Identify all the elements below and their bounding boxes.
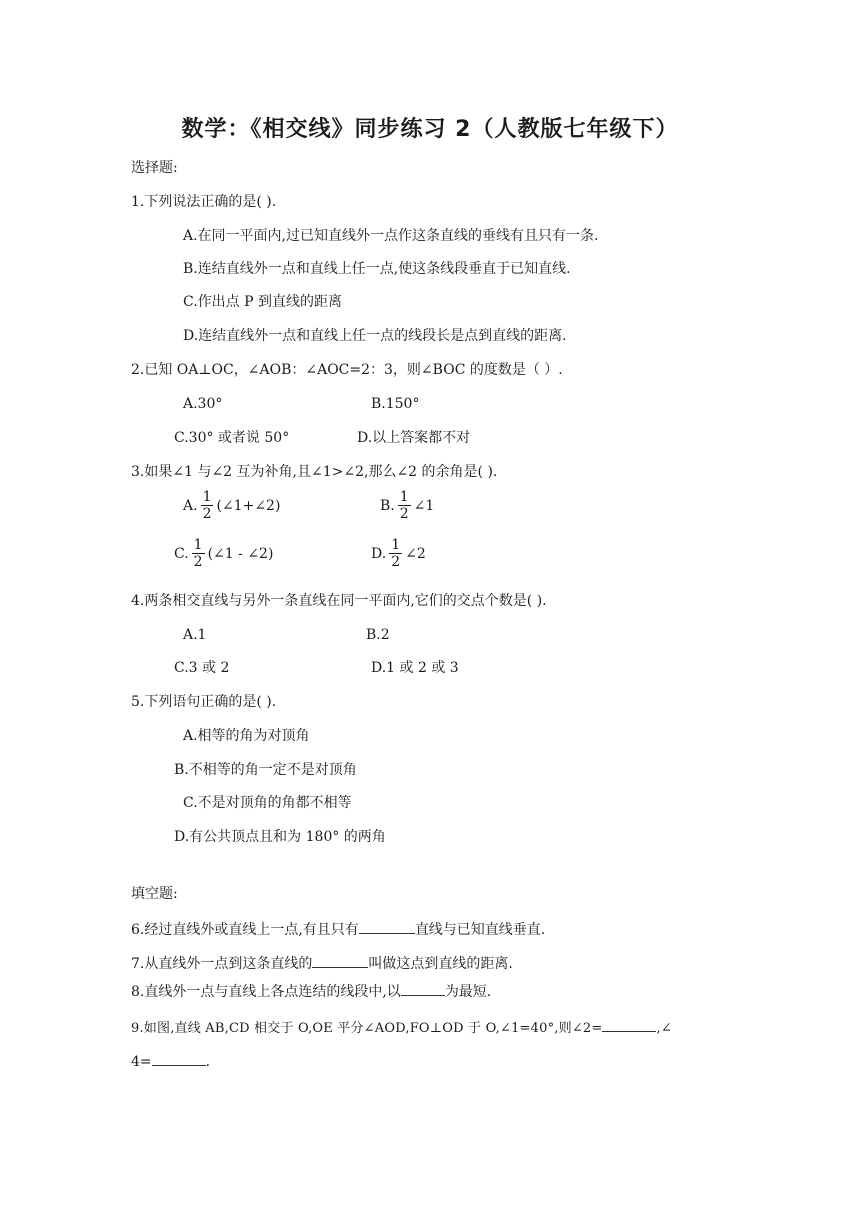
page-title: 数学：《相交线》同步练习 2（人教版七年级下） <box>181 117 679 142</box>
q1-option-b: B.连结直线外一点和直线上任一点,使这条线段垂直于已知直线. <box>183 261 571 277</box>
q3-d-fraction <box>389 537 402 570</box>
q7-text-after: 叫做这点到直线的距离. <box>368 956 513 972</box>
section-choice: 选择题: <box>131 160 178 176</box>
q5-option-c: C.不是对顶角的角都不相等 <box>183 795 352 811</box>
q3-a-fraction <box>201 489 214 522</box>
q8-answer-blank[interactable] <box>401 981 445 996</box>
q7-text-before: 7.从直线外一点到这条直线的 <box>131 956 313 972</box>
q3-a-prefix: A. <box>183 497 198 514</box>
q3-stem: 3.如果∠1 与∠2 互为补角,且∠1>∠2,那么∠2 的余角是( ). <box>131 464 498 480</box>
q9-answer-blank-2[interactable] <box>152 1051 206 1066</box>
q3-d-suffix: ∠2 <box>405 545 426 562</box>
fraction-denominator: 2 <box>399 506 409 522</box>
q8-text-before: 8.直线外一点与直线上各点连结的线段中,以 <box>131 984 401 1000</box>
q2-option-c: C.30° 或者说 50° <box>174 430 290 446</box>
fraction-denominator: 2 <box>193 554 203 570</box>
q2-option-a: A.30° <box>183 396 223 412</box>
fraction-numerator: 1 <box>399 489 409 505</box>
q3-d-prefix: D. <box>371 545 387 562</box>
q9-line-2 <box>131 1051 210 1072</box>
q2-stem: 2.已知 OA⊥OC，∠AOB：∠AOC=2：3，则∠BOC 的度数是（ ）. <box>131 362 563 378</box>
q8 <box>131 981 491 1002</box>
q3-option-a <box>183 489 280 522</box>
q4-option-b: B.2 <box>366 627 390 643</box>
q6-answer-blank[interactable] <box>359 919 415 934</box>
q3-c-fraction <box>192 537 205 570</box>
q8-text-after: 为最短. <box>444 984 492 1000</box>
fraction-numerator: 1 <box>391 537 401 553</box>
q3-b-fraction <box>398 489 411 522</box>
q3-c-prefix: C. <box>174 545 189 562</box>
q6-text-after: 直线与已知直线垂直. <box>414 922 546 938</box>
q3-b-suffix: ∠1 <box>413 497 435 514</box>
q3-option-d <box>371 537 426 570</box>
q3-option-c <box>174 537 273 570</box>
q9-line2-after: . <box>205 1054 211 1070</box>
q3-b-prefix: B. <box>380 497 395 514</box>
q9-text-before: 9.如图,直线 AB,CD 相交于 O,OE 平分∠AOD,FO⊥OD 于 O,∠1=40°,则∠2= <box>131 1021 603 1036</box>
fraction-numerator: 1 <box>193 537 203 553</box>
q9-line-1 <box>131 1017 672 1039</box>
q3-option-b <box>380 489 434 522</box>
q1-option-a: A.在同一平面内,过已知直线外一点作这条直线的垂线有且只有一条. <box>183 228 599 244</box>
q1-option-d: D.连结直线外一点和直线上任一点的线段长是点到直线的距离. <box>183 328 567 344</box>
q3-c-suffix: (∠1 - ∠2) <box>207 545 274 562</box>
q9-text-middle: ,∠ <box>656 1021 672 1036</box>
q1-option-c: C.作出点 P 到直线的距离 <box>183 294 342 310</box>
q5-option-d: D.有公共顶点且和为 180° 的两角 <box>174 829 386 845</box>
fraction-numerator: 1 <box>202 489 212 505</box>
q9-answer-blank-1[interactable] <box>602 1017 656 1032</box>
q2-option-b: B.150° <box>371 396 420 412</box>
q6 <box>131 919 545 940</box>
q5-option-a: A.相等的角为对顶角 <box>183 728 310 744</box>
q1-stem: 1.下列说法正确的是( ). <box>131 194 277 210</box>
q5-option-b: B.不相等的角一定不是对顶角 <box>174 762 357 778</box>
q4-stem: 4.两条相交直线与另外一条直线在同一平面内,它们的交点个数是( ). <box>131 593 547 609</box>
q4-option-c: C.3 或 2 <box>174 660 230 676</box>
q6-text-before: 6.经过直线外或直线上一点,有且只有 <box>131 922 359 938</box>
q5-stem: 5.下列语句正确的是( ). <box>131 694 277 710</box>
q4-option-a: A.1 <box>183 627 207 643</box>
q7-answer-blank[interactable] <box>312 953 368 968</box>
q7 <box>131 953 513 974</box>
q2-option-d: D.以上答案都不对 <box>357 430 471 446</box>
q9-line2-before: 4= <box>131 1054 152 1070</box>
section-fill: 填空题: <box>131 886 178 902</box>
fraction-denominator: 2 <box>202 506 212 522</box>
fraction-denominator: 2 <box>391 554 401 570</box>
q4-option-d: D.1 或 2 或 3 <box>371 660 459 676</box>
q3-a-suffix: (∠1+∠2) <box>216 497 281 514</box>
